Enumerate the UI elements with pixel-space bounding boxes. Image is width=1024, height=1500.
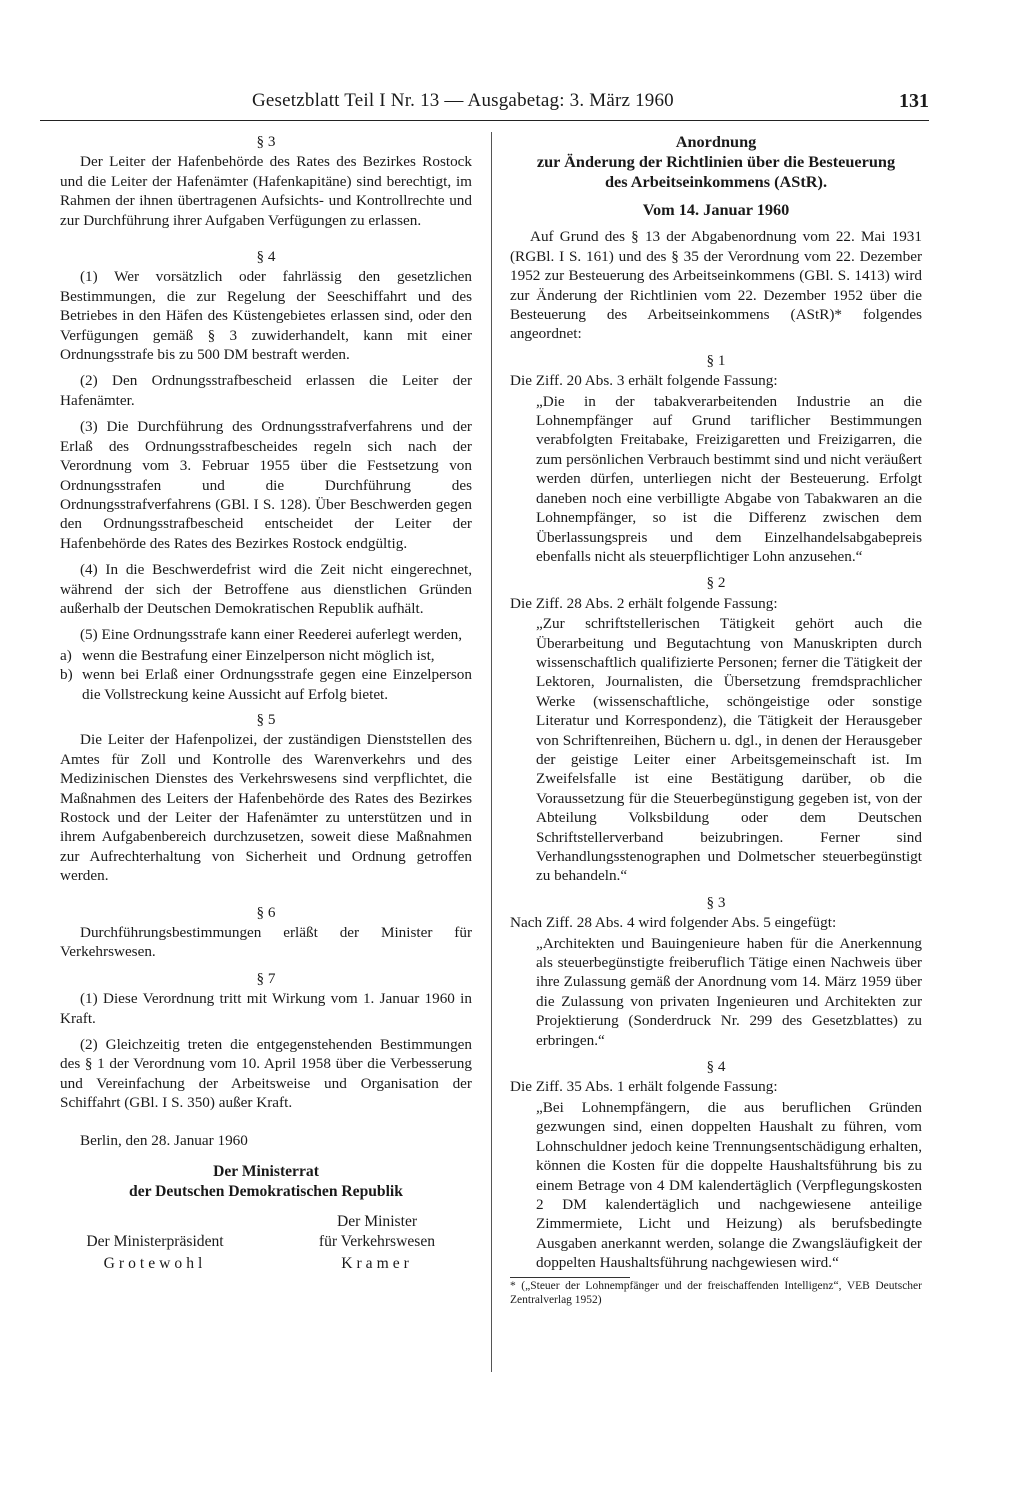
column-divider [491,132,492,1372]
section-heading: § 5 [256,710,276,728]
council-name [60,1162,472,1202]
section-heading: § 6 [256,903,276,921]
signatory-title: Der Minister [336,1213,418,1231]
ordinance-title-line: Anordnung [675,132,757,151]
section-heading: § 4 [706,1058,726,1076]
paragraph: (2) Gleichzeitig treten die entgegenstehenden Bestimmungen des § 1 der Verordnung vom 10. April 1958 über die Verbesserung und Vereinfachung der Arbeitsweise und Organisation der Schiffahrt (GBl. I S. 350) außer Kraft. [60,1036,472,1112]
section-heading: § 3 [706,893,726,911]
signatures [60,1212,472,1274]
list-item-text: wenn die Bestrafung einer Einzelperson nicht möglich ist, [82,646,435,664]
paragraph: Die Ziff. 35 Abs. 1 erhält folgende Fassung: [510,1078,778,1096]
list-item-label: a) [60,646,72,664]
ordinance-title [510,132,922,192]
footnote: * („Steuer der Lohnempfänger und der freischaffenden Intelligenz“, VEB Deutscher Zentralverlag 1952) [510,1280,922,1307]
list-item-label: b) [60,666,73,684]
paragraph: (3) Die Durchführung des Ordnungsstrafverfahrens und der Erlaß des Ordnungsstrafbescheides regeln sich nach der Verordnung vom 3. Februar 1955 über die Festsetzung von Ordnungsstrafen und die Durchführung des Ordnungsstrafverfahrens (GBl. I S. 128). Über Beschwerden gegen den Ordnungsstrafbescheid entscheidet der Leiter der Hafenbehörde des Rates des Bezirkes Rostock endgültig. [60,418,472,552]
signatory-title: für Verkehrswesen [318,1233,436,1251]
header-title: Gesetzblatt Teil I Nr. 13 — Ausgabetag: 3. März 1960 [252,90,674,111]
signatory-name: Kramer [341,1255,413,1273]
paragraph: (2) Den Ordnungsstrafbescheid erlassen die Leiter der Hafenämter. [60,372,472,409]
ordinance-date: Vom 14. Januar 1960 [642,200,790,219]
section-heading: § 3 [256,133,276,150]
section-heading: § 4 [256,248,276,266]
ordinance-title-line: des Arbeitseinkommens (AStR). [604,172,828,191]
paragraph: (1) Diese Verordnung tritt mit Wirkung vom 1. Januar 1960 in Kraft. [60,990,472,1027]
council-line: der Deutschen Demokratischen Republik [129,1183,403,1201]
paragraph: Nach Ziff. 28 Abs. 4 wird folgender Abs. 5 eingefügt: [510,914,837,932]
page-number: 131 [899,90,929,112]
signatory-title: Der Ministerpräsident [86,1233,224,1251]
list-item [60,646,472,665]
section-heading: § 2 [706,574,726,592]
paragraph: Auf Grund des § 13 der Abgabenordnung vom 22. Mai 1931 (RGBl. I S. 161) und des § 35 der Verordnung vom 22. Dezember 1952 zur Besteuerung des Arbeitseinkommens (GBl. S. 1413) wird zur Änderung der Richtlinien vom 22. Dezember 1952 über die Besteuerung des Arbeitseinkommens (AStR)* folgendes angeordnet: [510,228,922,343]
paragraph: Durchführungsbestimmungen erläßt der Minister für Verkehrswesen. [60,924,472,961]
left-column [60,132,472,1274]
section-heading: § 1 [706,351,726,369]
list-item-text: wenn bei Erlaß einer Ordnungsstrafe gegen eine Einzelperson die Vollstreckung keine Aussicht auf Erfolg bietet. [82,666,472,703]
paragraph: Die Leiter der Hafenpolizei, der zuständigen Dienststellen des Amtes für Zoll und Kontrolle des Warenverkehrs und des Medizinischen Dienstes des Verkehrswesens sind verpflichtet, die Maßnahmen des Leiters der Hafenbehörde des Rates des Bezirkes Rostock und der Leiter der Hafenämter zu unterstützen und in ihrem Aufgabenbereich durchzusetzen, soweit diese Maßnahmen zur Aufrechterhaltung von Sicherheit und Ordnung getroffen werden. [60,731,472,885]
quoted-text: „Die in der tabakverarbeitenden Industrie an die Lohnempfänger auf Grund tariflicher Bestimmungen verabfolgten Freitabake, Freizigaretten und Freizigarren, die zum persönlichen Verbrauch bestimmt sind und nicht veräußert werden dürfen, unterliegen nicht der Besteuerung. Erfolgt daneben noch eine verbilligte Abgabe von Tabakwaren an die Lohnempfänger, so ist die Differenz zwischen dem Überlassungspreis und dem Einzelhandelsabgabepreis ebenfalls nicht als steuerpflichtiger Lohn anzusehen.“ [536,392,922,565]
list-item [60,665,472,704]
council-line: Der Ministerrat [213,1163,319,1181]
quoted-text: „Zur schriftstellerischen Tätigkeit gehört auch die Überarbeitung und Begutachtung von Manuskripten durch wissenschaftlich qualifizierte Personen; ferner die Tätigkeit der Lektoren, Journalisten, die Übersetzung fremdsprachlicher Werke (wissenschaftliche, schöngeistige oder sonstige Literatur und Korrespondenz), die Tätigkeit der Herausgeber von Schriftenreihen, Büchern u. dgl., in denen der Herausgeber der geistige Leiter einer Arbeitsgemeinschaft ist. Im Zweifelsfalle ist eine Bestätigung darüber, ob die Voraussetzung für die Steuerbegünstigung gegeben ist, von der Abteilung Volksbildung oder dem Deutschen Schriftstellerverband beizubringen. Ferner sind Verhandlungsstenographen und Dolmetscher steuerbegünstigt zu behandeln.“ [536,615,922,885]
paragraph: Die Ziff. 28 Abs. 2 erhält folgende Fassung: [510,594,778,612]
signature-left [60,1212,250,1274]
paragraph: Die Ziff. 20 Abs. 3 erhält folgende Fassung: [510,372,778,390]
ordinance-title-line: zur Änderung der Richtlinien über die Besteuerung [536,152,896,171]
quoted-text: „Bei Lohnempfängern, die aus beruflichen Gründen gezwungen sind, einen doppelten Haushalt zu führen, vom Lohnschuldner jedoch keine Trennungsentschädigung erhalten, können die Kosten für die doppelte Haushaltsführung bis zu einem Betrage von 4 DM kalendertäglich (Verpflegungskosten 2 DM kalendertäglich und nachgewiesene anteilige Zimmermiete, Licht und Heizung) als berufsbedingte Ausgaben anerkannt werden, solange die Zwangsläufigkeit der doppelten Haushaltsführung nachgewiesen wird.“ [536,1098,922,1272]
right-column [510,132,922,1307]
section-heading: § 7 [256,969,276,987]
footnote-rule [510,1277,630,1278]
quoted-text: „Architekten und Bauingenieure haben für die Anerkennung als steuerbegünstigte freiberuflich Tätige einen Nachweis über ihre Zulassung gemäß der Anordnung vom 14. März 1959 über die Zulassung von privaten Ingenieuren und Architekten zur Projektierung (Sonderdruck Nr. 299 des Gesetzblattes) zu erbringen.“ [536,934,922,1049]
signatory-name: Grotewohl [103,1255,207,1273]
paragraph: Der Leiter der Hafenbehörde des Rates des Bezirkes Rostock und die Leiter der Hafenämter (Hafenkapitäne) sind berechtigt, im Rahmen der ihnen übertragenen Aufsichts- und Kontrollrechte und zur Durchführung ihrer Aufgaben Verfügungen zu erlassen. [60,153,472,229]
paragraph: (1) Wer vorsätzlich oder fahrlässig den gesetzlichen Bestimmungen, die zur Regelung der Seeschiffahrt und des Betriebes in den Häfen des Küstengebietes erlassen sind, oder den Verfügungen gemäß § 3 zuwiderhandelt, kann mit einer Ordnungsstrafe bis zu 500 DM bestraft werden. [60,268,472,364]
paragraph: (4) In die Beschwerdefrist wird die Zeit nicht eingerechnet, während der sich der Betroffene aus dienstlichen Gründen außerhalb der Deutschen Demokratischen Republik aufhält. [60,561,472,617]
place-date: Berlin, den 28. Januar 1960 [80,1131,248,1149]
signature-right [282,1212,472,1274]
page-header [40,90,929,121]
paragraph: (5) Eine Ordnungsstrafe kann einer Reederei auferlegt werden, [80,626,463,644]
